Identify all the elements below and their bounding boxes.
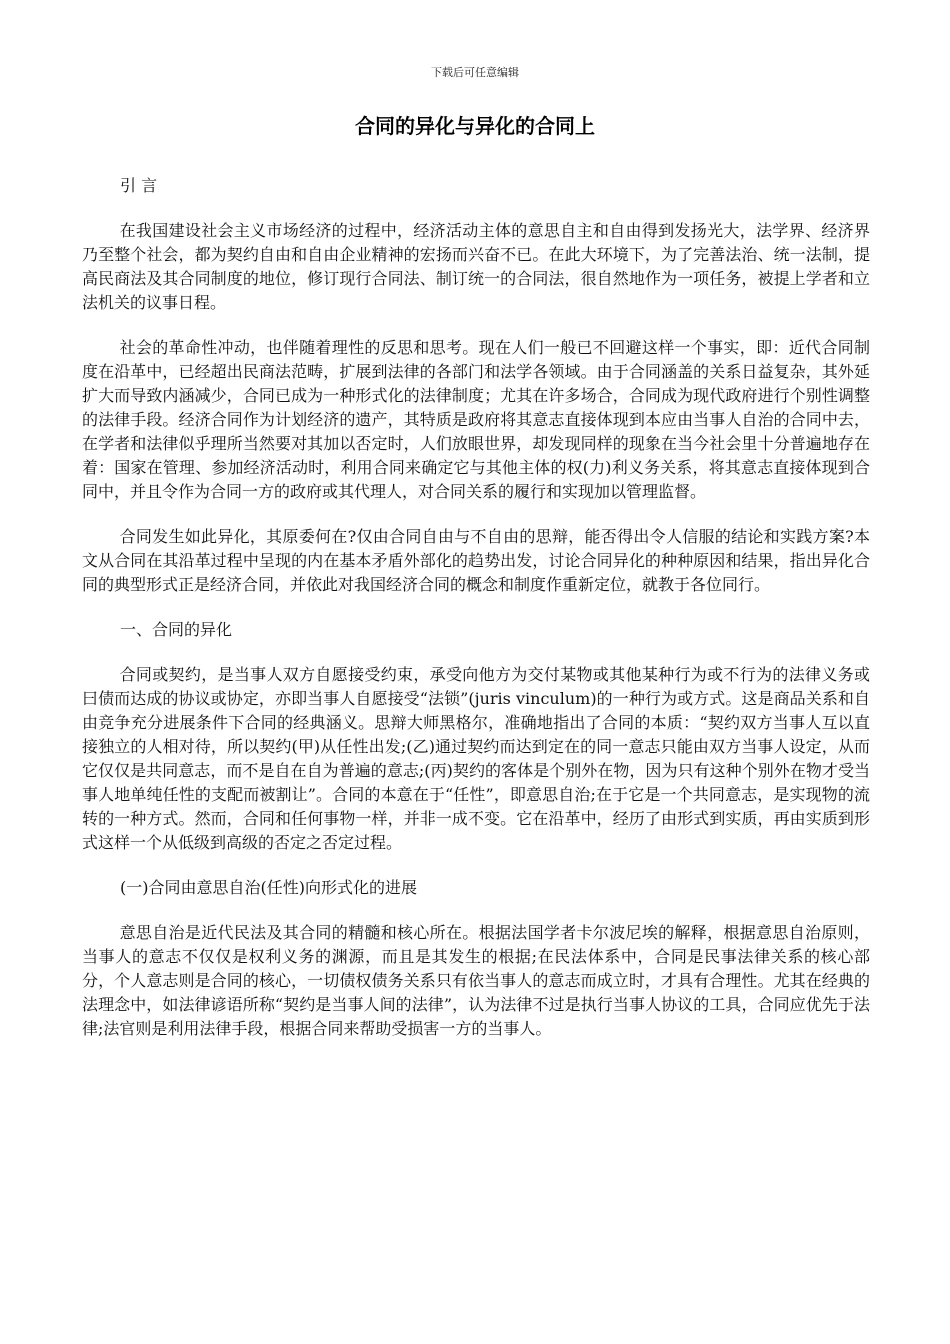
- document-body: [82, 174, 870, 1062]
- paragraph-5: 意思自治是近代民法及其合同的精髓和核心所在。根据法国学者卡尔波尼埃的解释，根据意思自治原则，当事人的意志不仅仅是权利义务的渊源，而且是其发生的根据;在民法体系中，合同是民事法律关系的核心部分，个人意志则是合同的核心，一切债权债务关系只有依当事人的意志而成立时，才具有合理性。尤其在经典的法理念中，如法律谚语所称“契约是当事人间的法律”，认为法律不过是执行当事人协议的工具，合同应优先于法律;法官则是利用法律手段，根据合同来帮助受损害一方的当事人。: [82, 923, 870, 1038]
- header-note: 下载后可任意编辑: [431, 66, 519, 79]
- paragraph-4: 合同或契约，是当事人双方自愿接受约束，承受向他方为交付某物或其他某种行为或不行为的法律义务或曰债而达成的协议或协定，亦即当事人自愿接受“法锁”(juris vinculum)的一种行为或方式。这是商品关系和自由竞争充分进展条件下合同的经典涵义。思辩大师黑格尔，准确地指出了合同的本质：“契约双方当事人互以直接独立的人相对待，所以契约(甲)从任性出发;(乙)通过契约而达到定在的同一意志只能由双方当事人设定，从而它仅仅是共同意志，而不是自在自为普遍的意志;(丙)契约的客体是个别外在物，因为只有这种个别外在物才受当事人地单纯任性的支配而被割让”。合同的本意在于“任性”，即意思自治;在于它是一个共同意志，是实现物的流转的一种方式。然而，合同和任何事物一样，并非一成不变。它在沿革中，经历了由形式到实质，再由实质到形式这样一个从低级到高级的否定之否定过程。: [82, 665, 870, 852]
- document-title: 合同的异化与异化的合同上: [355, 114, 595, 138]
- paragraph-2: 社会的革命性冲动，也伴随着理性的反思和思考。现在人们一般已不回避这样一个事实，即：近代合同制度在沿革中，已经超出民商法范畴，扩展到法律的各部门和法学各领域。由于合同涵盖的关系日益复杂，其外延扩大而导致内涵减少，合同已成为一种形式化的法律制度；尤其在许多场合，合同成为现代政府进行个别性调整的法律手段。经济合同作为计划经济的遗产，其特质是政府将其意志直接体现到本应由当事人自治的合同中去，在学者和法律似乎理所当然要对其加以否定时，人们放眼世界，却发现同样的现象在当今社会里十分普遍地存在着：国家在管理、参加经济活动时，利用合同来确定它与其他主体的权(力)利义务关系，将其意志直接体现到合同中，并且令作为合同一方的政府或其代理人，对合同关系的履行和实现加以管理监督。: [82, 338, 870, 501]
- subsection-1-heading: (一)合同由意思自治(任性)向形式化的进展: [120, 878, 417, 897]
- section-1-heading: 一、合同的异化: [120, 620, 233, 639]
- paragraph-1: 在我国建设社会主义市场经济的过程中，经济活动主体的意思自主和自由得到发扬光大，法学界、经济界乃至整个社会，都为契约自由和自由企业精神的宏扬而兴奋不已。在此大环境下，为了完善法治、统一法制，提高民商法及其合同制度的地位，修订现行合同法、制订统一的合同法，很自然地作为一项任务，被提上学者和立法机关的议事日程。: [82, 221, 870, 312]
- intro-heading: 引 言: [120, 176, 158, 195]
- paragraph-3: 合同发生如此异化，其原委何在?仅由合同自由与不自由的思辩，能否得出令人信服的结论和实践方案?本文从合同在其沿革过程中呈现的内在基本矛盾外部化的趋势出发，讨论合同异化的种种原因和结果，指出异化合同的典型形式正是经济合同，并依此对我国经济合同的概念和制度作重新定位，就教于各位同行。: [82, 527, 870, 594]
